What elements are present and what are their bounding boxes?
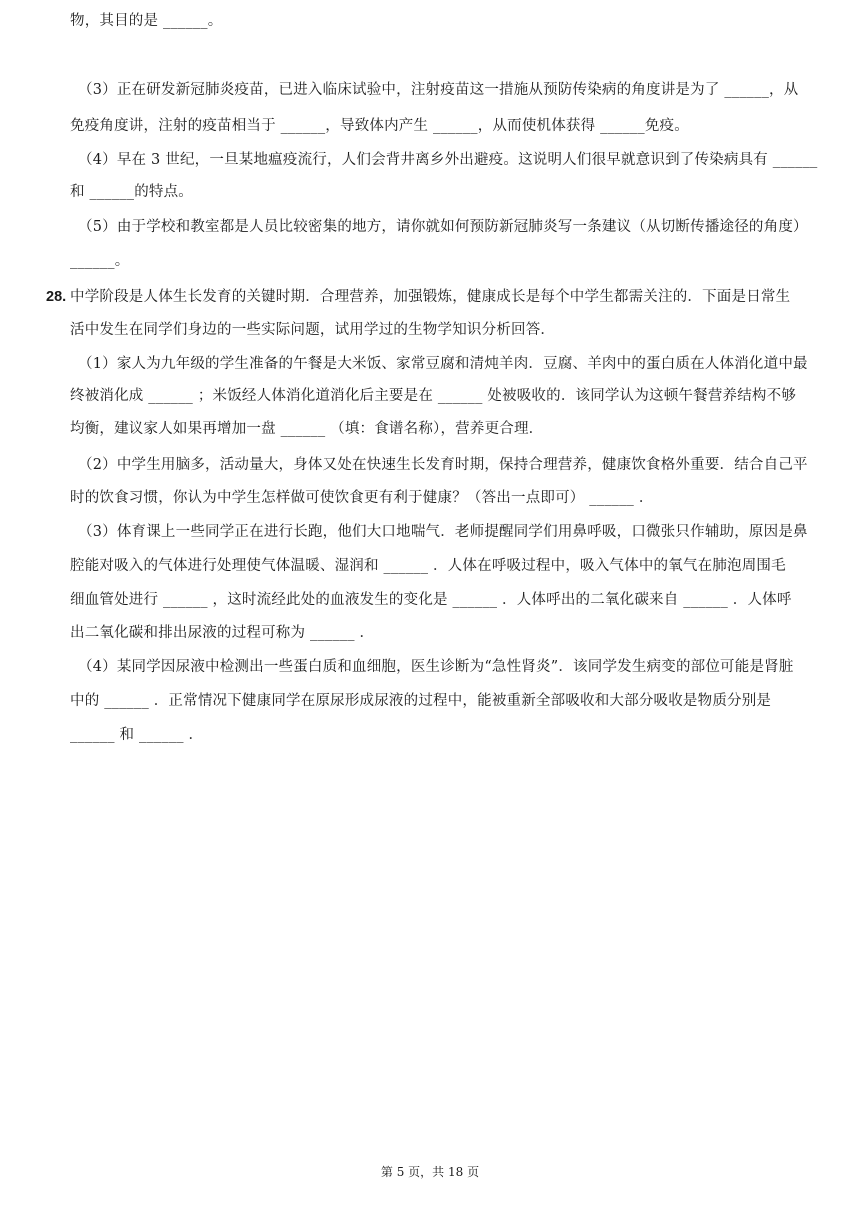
- text-line: ______。: [70, 253, 130, 269]
- text-line: ______ 和 ______ ．: [70, 727, 204, 743]
- text-line: 细血管处进行 ______ ，这时流经此处的血液发生的变化是 ______ ．人体呼出的二氧化碳来自 ______ ．人体呼: [70, 592, 792, 608]
- text-line: 活中发生在同学们身边的一些实际问题，试用学过的生物学知识分析回答．: [70, 322, 556, 338]
- text-line: 中的 ______ ．正常情况下健康同学在原尿形成尿液的过程中，能被重新全部吸收和大部分吸收是物质分别是: [70, 693, 772, 709]
- text-line: （3）正在研发新冠肺炎疫苗，已进入临床试验中，注射疫苗这一措施从预防传染病的角度讲是为了 ______，从: [78, 82, 799, 98]
- text-line: 中学阶段是人体生长发育的关键时期．合理营养，加强锻炼，健康成长是每个中学生都需关注的．下面是日常生: [70, 289, 791, 305]
- text-line: 终被消化成 ______ ；米饭经人体消化道消化后主要是在 ______ 处被吸收的．该同学认为这顿午餐营养结构不够: [70, 388, 797, 404]
- text-line: （2）中学生用脑多，活动量大，身体又处在快速生长发育时期，保持合理营养，健康饮食格外重要．结合自己平: [78, 457, 808, 473]
- text-line: 物，其目的是 ______。: [70, 13, 223, 29]
- text-line: 出二氧化碳和排出尿液的过程可称为 ______ ．: [70, 625, 375, 641]
- text-line: （4）早在 3 世纪，一旦某地瘟疫流行，人们会背井离乡外出避疫。这说明人们很早就意识到了传染病具有 ______: [78, 152, 818, 168]
- text-line: （5）由于学校和教室都是人员比较密集的地方，请你就如何预防新冠肺炎写一条建议（从切断传播途径的角度）: [78, 219, 808, 235]
- text-line: 免疫角度讲，注射的疫苗相当于 ______，导致体内产生 ______，从而使机体获得 ______免疫。: [70, 118, 689, 134]
- text-line: 均衡，建议家人如果再增加一盘 ______ （填：食谱名称），营养更合理．: [70, 421, 544, 437]
- text-line: 时的饮食习惯，你认为中学生怎样做可使饮食更有利于健康？（答出一点即可） ______ ．: [70, 490, 654, 506]
- text-line: 腔能对吸入的气体进行处理使气体温暖、湿润和 ______ ．人体在呼吸过程中，吸入气体中的氧气在肺泡周围毛: [70, 558, 786, 574]
- page-footer: 第 5 页，共 18 页: [380, 1165, 480, 1179]
- text-line: （1）家人为九年级的学生准备的午餐是大米饭、家常豆腐和清炖羊肉．豆腐、羊肉中的蛋白质在人体消化道中最: [78, 356, 808, 372]
- text-line: 和 ______的特点。: [70, 184, 194, 200]
- question-number: 28.: [46, 289, 67, 305]
- text-line: （3）体育课上一些同学正在进行长跑，他们大口地喘气．老师提醒同学们用鼻呼吸，口微张只作辅助，原因是鼻: [78, 524, 808, 540]
- text-line: （4）某同学因尿液中检测出一些蛋白质和血细胞，医生诊断为“急性肾炎”．该同学发生病变的部位可能是肾脏: [78, 659, 794, 675]
